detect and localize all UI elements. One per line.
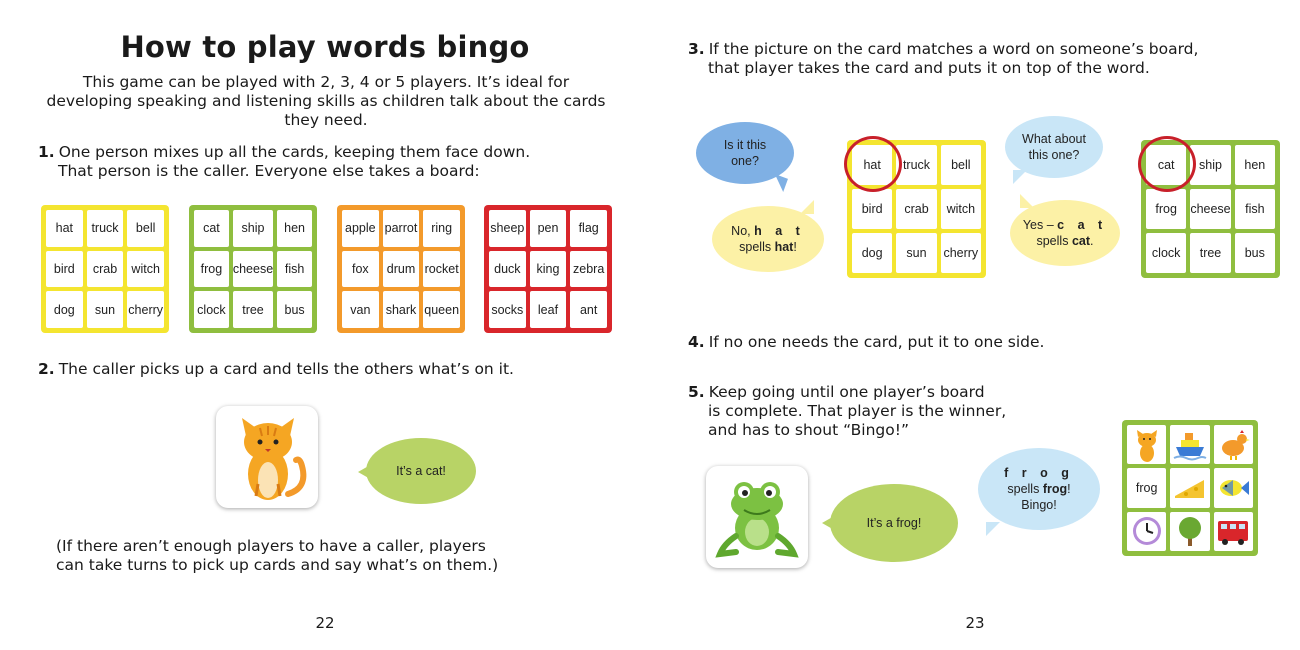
board-cell-leaf: leaf	[530, 291, 567, 328]
step-1	[38, 143, 530, 181]
board-cell-zebra: zebra	[570, 251, 607, 288]
speech-bubble-is-it: Is it this one?	[696, 122, 794, 184]
step-text: is complete. That player is the winner,	[708, 402, 1007, 420]
board-cell-bell: bell	[127, 210, 164, 247]
step-text: Keep going until one player’s board	[708, 383, 985, 401]
board-cell	[1214, 512, 1253, 551]
cat-icon	[216, 406, 318, 508]
step-number: 4.	[688, 333, 705, 351]
tree-icon	[1172, 513, 1208, 549]
board-cell-apple: apple	[342, 210, 379, 247]
board-cell	[1214, 468, 1253, 507]
speech-bubble-frog: It’s a frog!	[830, 484, 958, 562]
board-cell-hen: hen	[1235, 145, 1275, 185]
board-cell-word: frog	[1127, 468, 1166, 507]
board-cell-hat: hat	[46, 210, 83, 247]
page-number-left: 22	[315, 614, 335, 632]
step-text: that player takes the card and puts it on top of the word.	[708, 59, 1150, 77]
step-number: 5.	[688, 383, 705, 401]
speech-bubble-no-hat: No, h a t spells hat!	[712, 206, 824, 272]
board-cell-truck: truck	[896, 145, 936, 185]
hen-icon	[1215, 427, 1251, 463]
completed-bingo-board	[1122, 420, 1258, 556]
board-cell-shark: shark	[383, 291, 420, 328]
step-text: The caller picks up a card and tells the others what’s on it.	[58, 360, 514, 378]
board-cell	[1214, 425, 1253, 464]
board-cell-cherry: cherry	[941, 233, 981, 273]
frog-picture-card	[706, 466, 808, 568]
board-cell-van: van	[342, 291, 379, 328]
board-cell-clock: clock	[1146, 233, 1186, 273]
step-2	[38, 360, 514, 379]
board-cell-witch: witch	[941, 189, 981, 229]
step-number: 2.	[38, 360, 55, 378]
board-cell-hen: hen	[277, 210, 312, 247]
board-cell-socks: socks	[489, 291, 526, 328]
bingo-board-orange	[337, 205, 465, 333]
step-number: 3.	[688, 40, 705, 58]
cat-icon	[1129, 427, 1165, 463]
bingo-board-green	[189, 205, 317, 333]
board-cell-bird: bird	[852, 189, 892, 229]
step-5	[688, 383, 1006, 440]
caller-note	[56, 537, 498, 575]
step-text: If no one needs the card, put it to one side.	[708, 333, 1045, 351]
board-cell-bus: bus	[277, 291, 312, 328]
board-cell-drum: drum	[383, 251, 420, 288]
board-cell-ship: ship	[233, 210, 273, 247]
board-cell-fish: fish	[277, 251, 312, 288]
board-cell-dog: dog	[852, 233, 892, 273]
board-cell-truck: truck	[87, 210, 124, 247]
speech-bubble-yes-cat: Yes – c a t spells cat.	[1010, 200, 1120, 266]
board-cell-tree: tree	[233, 291, 273, 328]
board-cell	[1127, 425, 1166, 464]
board-cell-king: king	[530, 251, 567, 288]
board-cell-sun: sun	[87, 291, 124, 328]
step-text: If the picture on the card matches a word on someone’s board,	[708, 40, 1199, 58]
board-cell-cheese: cheese	[1190, 189, 1230, 229]
highlight-circle-cat	[1138, 136, 1196, 192]
speech-bubble-frog-bingo: f r o g spells frog! Bingo!	[978, 448, 1100, 530]
board-cell-sheep: sheep	[489, 210, 526, 247]
bingo-board-yellow	[41, 205, 169, 333]
board-cell-bus: bus	[1235, 233, 1275, 273]
note-line: (If there aren’t enough players to have a caller, players	[56, 537, 486, 555]
fish-icon	[1215, 470, 1251, 506]
step-text: and has to shout “Bingo!”	[708, 421, 909, 439]
board-cell-bell: bell	[941, 145, 981, 185]
note-line: can take turns to pick up cards and say what’s on them.)	[56, 556, 499, 574]
board-cell-parrot: parrot	[383, 210, 420, 247]
speech-bubble-cat: It’s a cat!	[366, 438, 476, 504]
step-3	[688, 40, 1198, 78]
speech-bubble-what-about: What about this one?	[1005, 116, 1103, 178]
board-cell-frog: frog	[1146, 189, 1186, 229]
intro-paragraph: This game can be played with 2, 3, 4 or 5 players. It’s ideal for developing speaking and listening skills as children talk about the cards they need.	[46, 73, 606, 129]
board-cell-tree: tree	[1190, 233, 1230, 273]
cat-picture-card	[216, 406, 318, 508]
board-cell-hat: hat	[852, 145, 892, 185]
board-cell-bird: bird	[46, 251, 83, 288]
page-number-right: 23	[965, 614, 985, 632]
board-cell-clock: clock	[194, 291, 229, 328]
bus-icon	[1215, 513, 1251, 549]
board-cell-cherry: cherry	[127, 291, 164, 328]
board-cell-crab: crab	[896, 189, 936, 229]
board-cell-frog: frog	[194, 251, 229, 288]
board-cell-ring: ring	[423, 210, 460, 247]
ship-icon	[1172, 427, 1208, 463]
frog-icon	[706, 466, 808, 568]
board-cell-cat: cat	[194, 210, 229, 247]
board-cell-fish: fish	[1235, 189, 1275, 229]
bingo-board-red	[484, 205, 612, 333]
step-text: One person mixes up all the cards, keeping them face down.	[58, 143, 531, 161]
board-cell-ship: ship	[1190, 145, 1230, 185]
step-text: That person is the caller. Everyone else takes a board:	[58, 162, 480, 180]
board-cell-witch: witch	[127, 251, 164, 288]
board-cell-queen: queen	[423, 291, 460, 328]
board-cell-fox: fox	[342, 251, 379, 288]
board-cell	[1170, 512, 1209, 551]
board-cell-ant: ant	[570, 291, 607, 328]
board-cell-cheese: cheese	[233, 251, 273, 288]
board-cell-duck: duck	[489, 251, 526, 288]
clock-icon	[1129, 513, 1165, 549]
board-cell	[1127, 512, 1166, 551]
board-cell	[1170, 425, 1209, 464]
page-title: How to play words bingo	[120, 30, 530, 64]
board-cell-cat: cat	[1146, 145, 1186, 185]
step-number: 1.	[38, 143, 55, 161]
board-cell-pen: pen	[530, 210, 567, 247]
board-cell-sun: sun	[896, 233, 936, 273]
board-cell	[1170, 468, 1209, 507]
board-cell-dog: dog	[46, 291, 83, 328]
board-cell-crab: crab	[87, 251, 124, 288]
board-cell-flag: flag	[570, 210, 607, 247]
cheese-icon	[1172, 470, 1208, 506]
step-4	[688, 333, 1044, 352]
board-cell-rocket: rocket	[423, 251, 460, 288]
highlight-circle-hat	[844, 136, 902, 192]
